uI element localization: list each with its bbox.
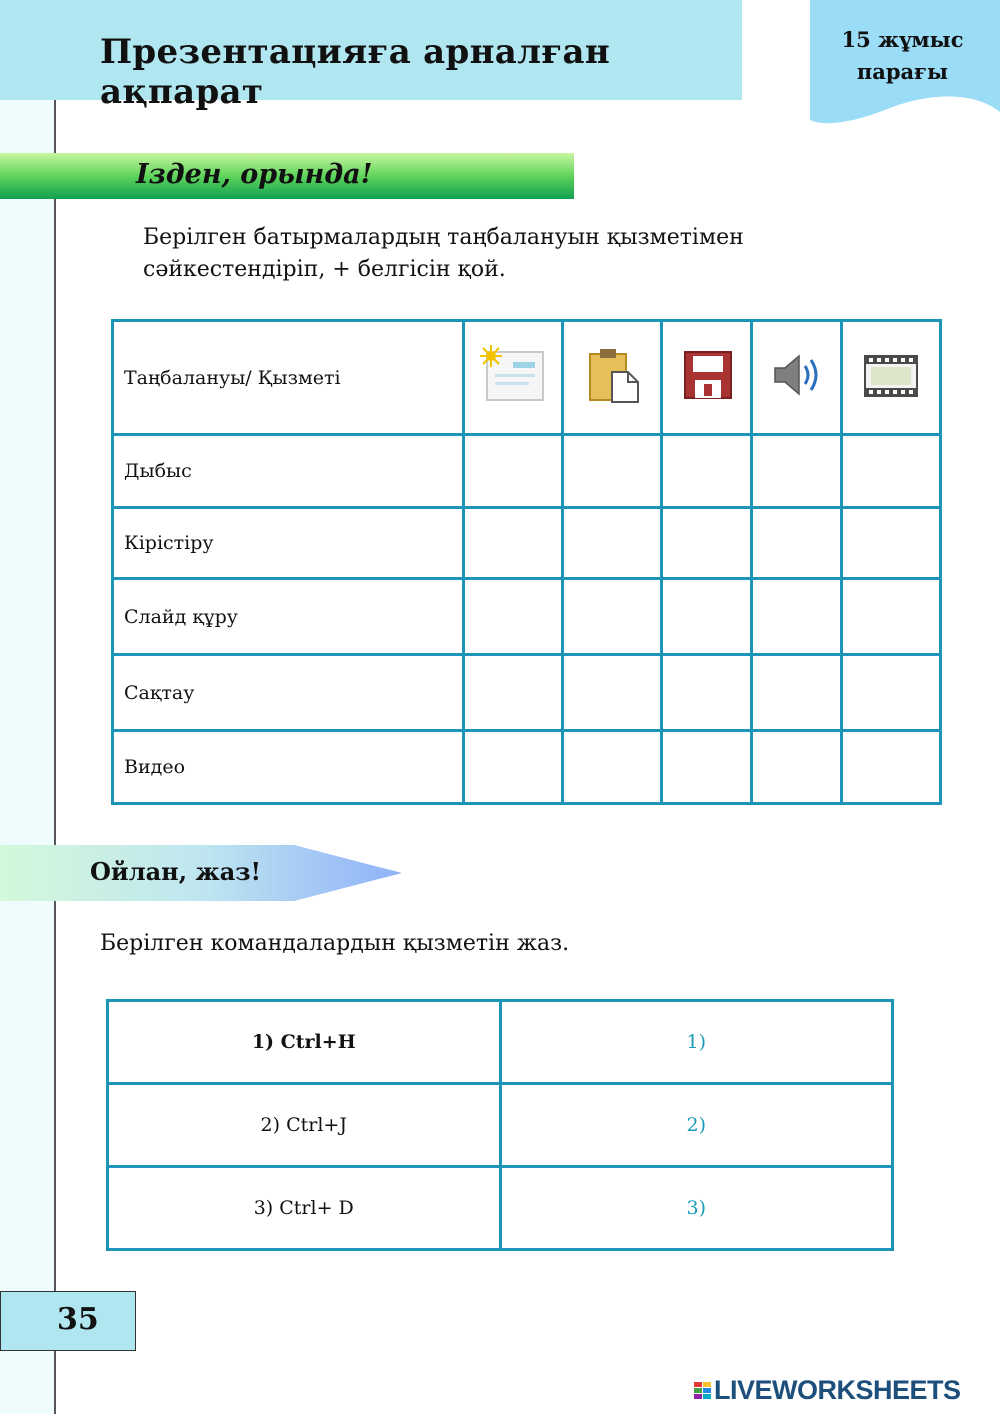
- icon-cell-sound: [752, 321, 842, 435]
- answer-cell[interactable]: [752, 655, 842, 731]
- save-icon: [671, 344, 743, 406]
- table-row: [108, 1084, 893, 1167]
- paste-icon: [576, 344, 648, 406]
- logo-blocks-icon: [692, 1377, 714, 1403]
- sound-icon: [761, 344, 833, 406]
- answer-cell[interactable]: [662, 508, 752, 579]
- answer-field[interactable]: 1): [500, 1001, 893, 1084]
- section-search-banner: [0, 153, 574, 199]
- command-cell: 3) Ctrl+ D: [108, 1167, 501, 1250]
- answer-cell[interactable]: [563, 508, 662, 579]
- answer-cell[interactable]: [752, 731, 842, 804]
- table-row: [108, 1001, 893, 1084]
- answer-cell[interactable]: [464, 435, 563, 508]
- logo-text: LIVEWORKSHEETS: [714, 1375, 961, 1405]
- command-cell: 1) Ctrl+H: [108, 1001, 501, 1084]
- worksheet-number: 15 жұмыс парағы: [841, 27, 964, 84]
- page-title: Презентацияға арналған ақпарат: [100, 32, 611, 112]
- page-number-box: [0, 1291, 136, 1351]
- liveworksheets-logo: [692, 1375, 992, 1407]
- answer-cell[interactable]: [842, 655, 941, 731]
- section-search-label: Ізден, орында!: [136, 159, 373, 190]
- table-row: [113, 579, 941, 655]
- answer-field[interactable]: 2): [500, 1084, 893, 1167]
- worksheet-tag: [810, 0, 1000, 128]
- answer-cell[interactable]: [842, 508, 941, 579]
- answer-field[interactable]: 3): [500, 1167, 893, 1250]
- commands-table: [106, 999, 894, 1251]
- icon-cell-new-slide: [464, 321, 563, 435]
- matching-table: [111, 319, 942, 805]
- row-label-new-slide: Слайд құру: [113, 579, 464, 655]
- table-row: [113, 435, 941, 508]
- video-icon: [855, 344, 927, 406]
- new-slide-icon: [477, 344, 549, 406]
- answer-cell[interactable]: [752, 435, 842, 508]
- section-think-label: Ойлан, жаз!: [90, 857, 262, 886]
- answer-cell[interactable]: [662, 579, 752, 655]
- matching-instruction: Берілген батырмалардың таңбалануын қызметімен сәйкестендіріп, + белгісін қой.: [143, 225, 744, 282]
- row-label-video: Видео: [113, 731, 464, 804]
- answer-cell[interactable]: [563, 731, 662, 804]
- table-row: [108, 1167, 893, 1250]
- answer-cell[interactable]: [842, 731, 941, 804]
- answer-cell[interactable]: [752, 508, 842, 579]
- answer-cell[interactable]: [752, 579, 842, 655]
- table-row: [113, 655, 941, 731]
- icon-cell-save: [662, 321, 752, 435]
- answer-cell[interactable]: [662, 731, 752, 804]
- answer-cell[interactable]: [842, 579, 941, 655]
- answer-cell[interactable]: [464, 508, 563, 579]
- icon-cell-video: [842, 321, 941, 435]
- row-label-save: Сақтау: [113, 655, 464, 731]
- table-row: [113, 731, 941, 804]
- answer-cell[interactable]: [563, 579, 662, 655]
- answer-cell[interactable]: [662, 655, 752, 731]
- row-label-sound: Дыбыс: [113, 435, 464, 508]
- page-number: 35: [57, 1302, 99, 1337]
- icon-cell-paste: [563, 321, 662, 435]
- answer-cell[interactable]: [464, 655, 563, 731]
- command-cell: 2) Ctrl+J: [108, 1084, 501, 1167]
- header-bar: [0, 0, 742, 112]
- answer-cell[interactable]: [842, 435, 941, 508]
- answer-cell[interactable]: [563, 655, 662, 731]
- table-header-label: Таңбалануы/ Қызметі: [113, 321, 464, 435]
- section-think-banner: [0, 845, 402, 901]
- table-row: [113, 508, 941, 579]
- left-margin-strip: [0, 100, 56, 1414]
- answer-cell[interactable]: [662, 435, 752, 508]
- answer-cell[interactable]: [563, 435, 662, 508]
- commands-instruction: Берілген командалардын қызметін жаз.: [100, 931, 570, 956]
- answer-cell[interactable]: [464, 579, 563, 655]
- row-label-insert: Кірістіру: [113, 508, 464, 579]
- table-header-row: [113, 321, 941, 435]
- answer-cell[interactable]: [464, 731, 563, 804]
